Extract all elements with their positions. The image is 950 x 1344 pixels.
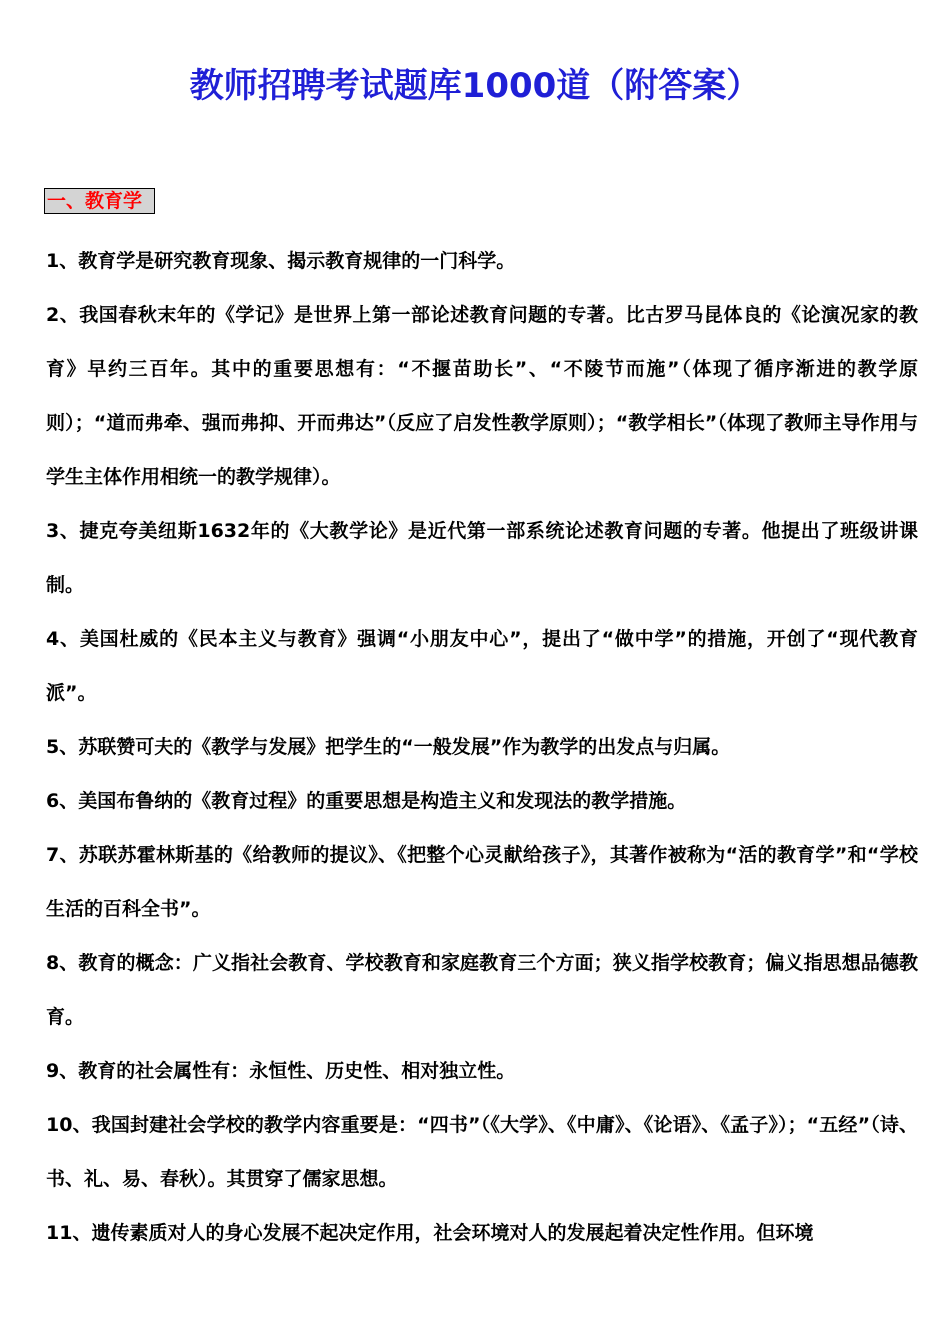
list-item: 8、教育的概念：广义指社会教育、学校教育和家庭教育三个方面；狭义指学校教育；偏义指思想品德教育。 bbox=[46, 952, 918, 1028]
section-heading: 一、教育学 bbox=[44, 188, 155, 214]
section-body bbox=[46, 234, 918, 1260]
list-item: 9、教育的社会属性有：永恒性、历史性、相对独立性。 bbox=[46, 1060, 516, 1082]
list-item: 2、我国春秋末年的《学记》是世界上第一部论述教育问题的专著。比古罗马昆体良的《论演况家的教育》早约三百年。其中的重要思想有：“不揠苗助长”、“不陵节而施”（体现了循序渐进的教学原则）；“道而弗牵、强而弗抑、开而弗达”（反应了启发性教学原则）；“教学相长”（体现了教师主导作用与学生主体作用相统一的教学规律）。 bbox=[46, 304, 918, 488]
document-title: 教师招聘考试题库1000道（附答案） bbox=[189, 66, 761, 106]
list-item: 10、我国封建社会学校的教学内容重要是：“四书”（《大学》、《中庸》、《论语》、《孟子》）；“五经”（诗、书、礼、易、春秋）。其贯穿了儒家思想。 bbox=[46, 1114, 918, 1190]
list-item: 11、遗传素质对人的身心发展不起决定作用，社会环境对人的发展起着决定性作用。但环境 bbox=[46, 1222, 814, 1244]
list-item: 1、教育学是研究教育现象、揭示教育规律的一门科学。 bbox=[46, 250, 516, 272]
list-item: 5、苏联赞可夫的《教学与发展》把学生的“一般发展”作为教学的出发点与归属。 bbox=[46, 736, 731, 758]
list-item: 7、苏联苏霍林斯基的《给教师的提议》、《把整个心灵献给孩子》，其著作被称为“活的教育学”和“学校生活的百科全书”。 bbox=[46, 844, 918, 920]
list-item: 3、捷克夸美纽斯1632年的《大教学论》是近代第一部系统论述教育问题的专著。他提出了班级讲课制。 bbox=[46, 520, 918, 596]
list-item: 6、美国布鲁纳的《教育过程》的重要思想是构造主义和发现法的教学措施。 bbox=[46, 790, 687, 812]
list-item: 4、美国杜威的《民本主义与教育》强调“小朋友中心”，提出了“做中学”的措施，开创了“现代教育派”。 bbox=[46, 628, 918, 704]
